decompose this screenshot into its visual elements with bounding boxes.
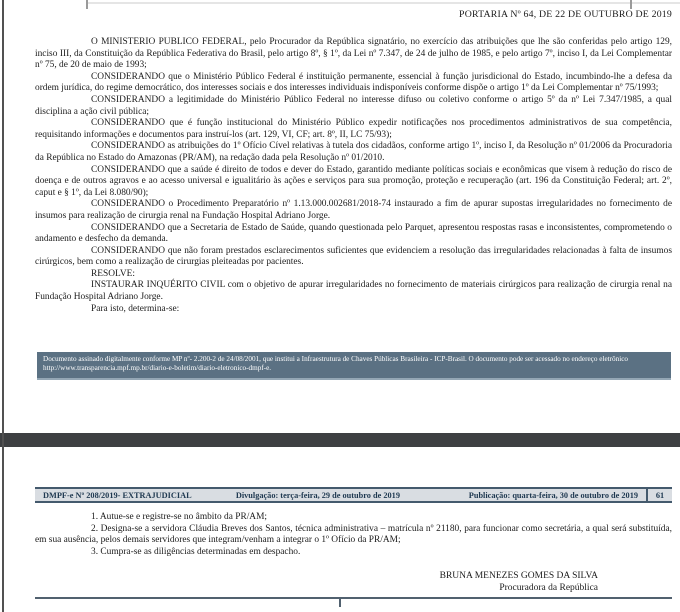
determination-item-2: 2. Designa-se a servidora Cláudia Breves dos Santos, técnica administrativa – matrícula nº 21180, para funcionar como secretária, a qual será substituída, em sua ausência, pelos demais servidores que integram/venham a integrar o 1º Ofício da PR/AM;	[35, 523, 672, 546]
bottom-rule-tick	[339, 597, 341, 607]
portaria-body	[35, 37, 672, 353]
gazette-edition-label: DMPF-e Nº 208/2019- EXTRAJUDICIAL	[43, 490, 192, 500]
bottom-table-rule	[35, 597, 672, 599]
paragraph-resolve: RESOLVE:	[91, 268, 135, 279]
page-separator-band	[0, 433, 680, 447]
gazette-page-number: 61	[655, 490, 665, 500]
determination-item-1: 1. Autue-se e registre-se no âmbito da PR/AM;	[91, 512, 268, 522]
gazette-header-bar	[35, 487, 672, 503]
paragraph-determina: Para isto, determina-se:	[91, 303, 180, 314]
paragraph-instaurar: INSTAURAR INQUÉRITO CIVIL com o objetivo de apurar irregularidades no fornecimento de materiais cirúrgicos para realização de cirurgia renal na Fundação Hospital Adriano Jorge.	[35, 280, 672, 303]
top-cutoff-rule	[86, 2, 680, 4]
top-rule-tick-right	[630, 0, 632, 9]
determination-items	[35, 512, 672, 572]
paragraph-considerando-4: CONSIDERANDO as atribuições do 1º Ofício Cível relativas à tutela dos cidadãos, conforme artigo 1º, inciso I, da Resolução nº 01/2006 da Procuradoria da República no Estado do Amazonas (PR/AM), na redação dada pela Resolução nº 01/2010.	[35, 141, 672, 163]
signature-block	[440, 571, 598, 594]
paragraph-considerando-6: CONSIDERANDO o Procedimento Preparatório nº 1.13.000.002681/2018-74 instaurado a fim de apurar supostas irregularidades no fornecimento de insumos para realização de cirurgia renal na Fundação Hospital Adriano Jorge.	[35, 199, 672, 221]
gazette-divulgacao-date: Divulgação: terça-feira, 29 de outubro de 2019	[235, 490, 400, 500]
signatory-name: BRUNA MENEZES GOMES DA SILVA	[439, 571, 598, 581]
paragraph-considerando-7: CONSIDERANDO que a Secretaria de Estado de Saúde, quando questionada pelo Parquet, apresentou respostas rasas e inconsistentes, comprometendo o andamento e desfecho da demanda.	[35, 222, 672, 245]
paragraph-considerando-8: CONSIDERANDO que não foram prestados esclarecimentos suficientes que evidenciem a resolução das irregularidades relacionadas à falta de insumos cirúrgicos, bem como a realização de cirurgias pleiteadas por pacientes.	[35, 245, 672, 268]
paragraph-considerando-1: CONSIDERANDO que o Ministério Público Federal é instituição permanente, essencial à função jurisdicional do Estado, incumbindo-lhe a defesa da ordem jurídica, do regime democrático, dos interesses sociais e dos interesses individuais indisponíveis conforme dispõe o artigo 1º da Lei Complementar nº 75/1993;	[35, 71, 672, 94]
signatory-role: Procuradora da República	[499, 582, 598, 593]
paragraph-considerando-2: CONSIDERANDO a legitimidade do Ministério Público Federal no interesse difuso ou coletivo conforme o artigo 5º da nº Lei 7.347/1985, a qual disciplina a ação civil pública;	[35, 94, 672, 117]
top-rule-tick-left	[86, 0, 88, 9]
digital-signature-banner: Documento assinado digitalmente conforme MP nº- 2.200-2 de 24/08/2001, que institui a Infraestrutura de Chaves Públicas Brasileira - ICP-Brasil. O documento pode ser acessado no endereço eletrônico http://www.transparencia.mpf.mp.br/diario-e-boletim/diario-eletronico-dmpf-e.	[37, 352, 671, 380]
portaria-title: PORTARIA Nº 64, DE 22 DE OUTUBRO DE 2019	[459, 9, 672, 20]
gazette-publicacao-date: Publicação: quarta-feira, 30 de outubro de 2019	[468, 490, 639, 500]
paragraph-considerando-3: CONSIDERANDO que é função institucional do Ministério Público expedir notificações nos procedimentos administrativos de sua competência, requisitando informações e documentos para instruí-los (art. 129, VI, CF; art. 8º, II, LC 75/93);	[35, 118, 672, 140]
page-left-border	[2, 0, 4, 612]
determination-item-3: 3. Cumpra-se as diligências determinadas em despacho.	[91, 546, 301, 557]
paragraph-considerando-5: CONSIDERANDO que a saúde é direito de todos e dever do Estado, garantido mediante políticas sociais e econômicas que visem à redução do risco de doença e de outros agravos e ao acesso universal e igualitário às ações e serviços para sua promoção, proteção e recuperação (art. 196 da Constituição Federal; art. 2º, caput e § 1º, da Lei 8.080/90);	[35, 164, 672, 198]
paragraph-preamble: O MINISTÉRIO PÚBLICO FEDERAL, pelo Procurador da República signatário, no exercício das atribuições que lhe são conferidas pelo artigo 129, inciso III, da Constituição da República Federativa do Brasil, pelo artigo 8º, § 1º, da Lei nº 7.347, de 24 de julho de 1985, e pelo artigo 7º, inciso I, da Lei Complementar nº 75, de 20 de maio de 1993;	[35, 37, 672, 71]
